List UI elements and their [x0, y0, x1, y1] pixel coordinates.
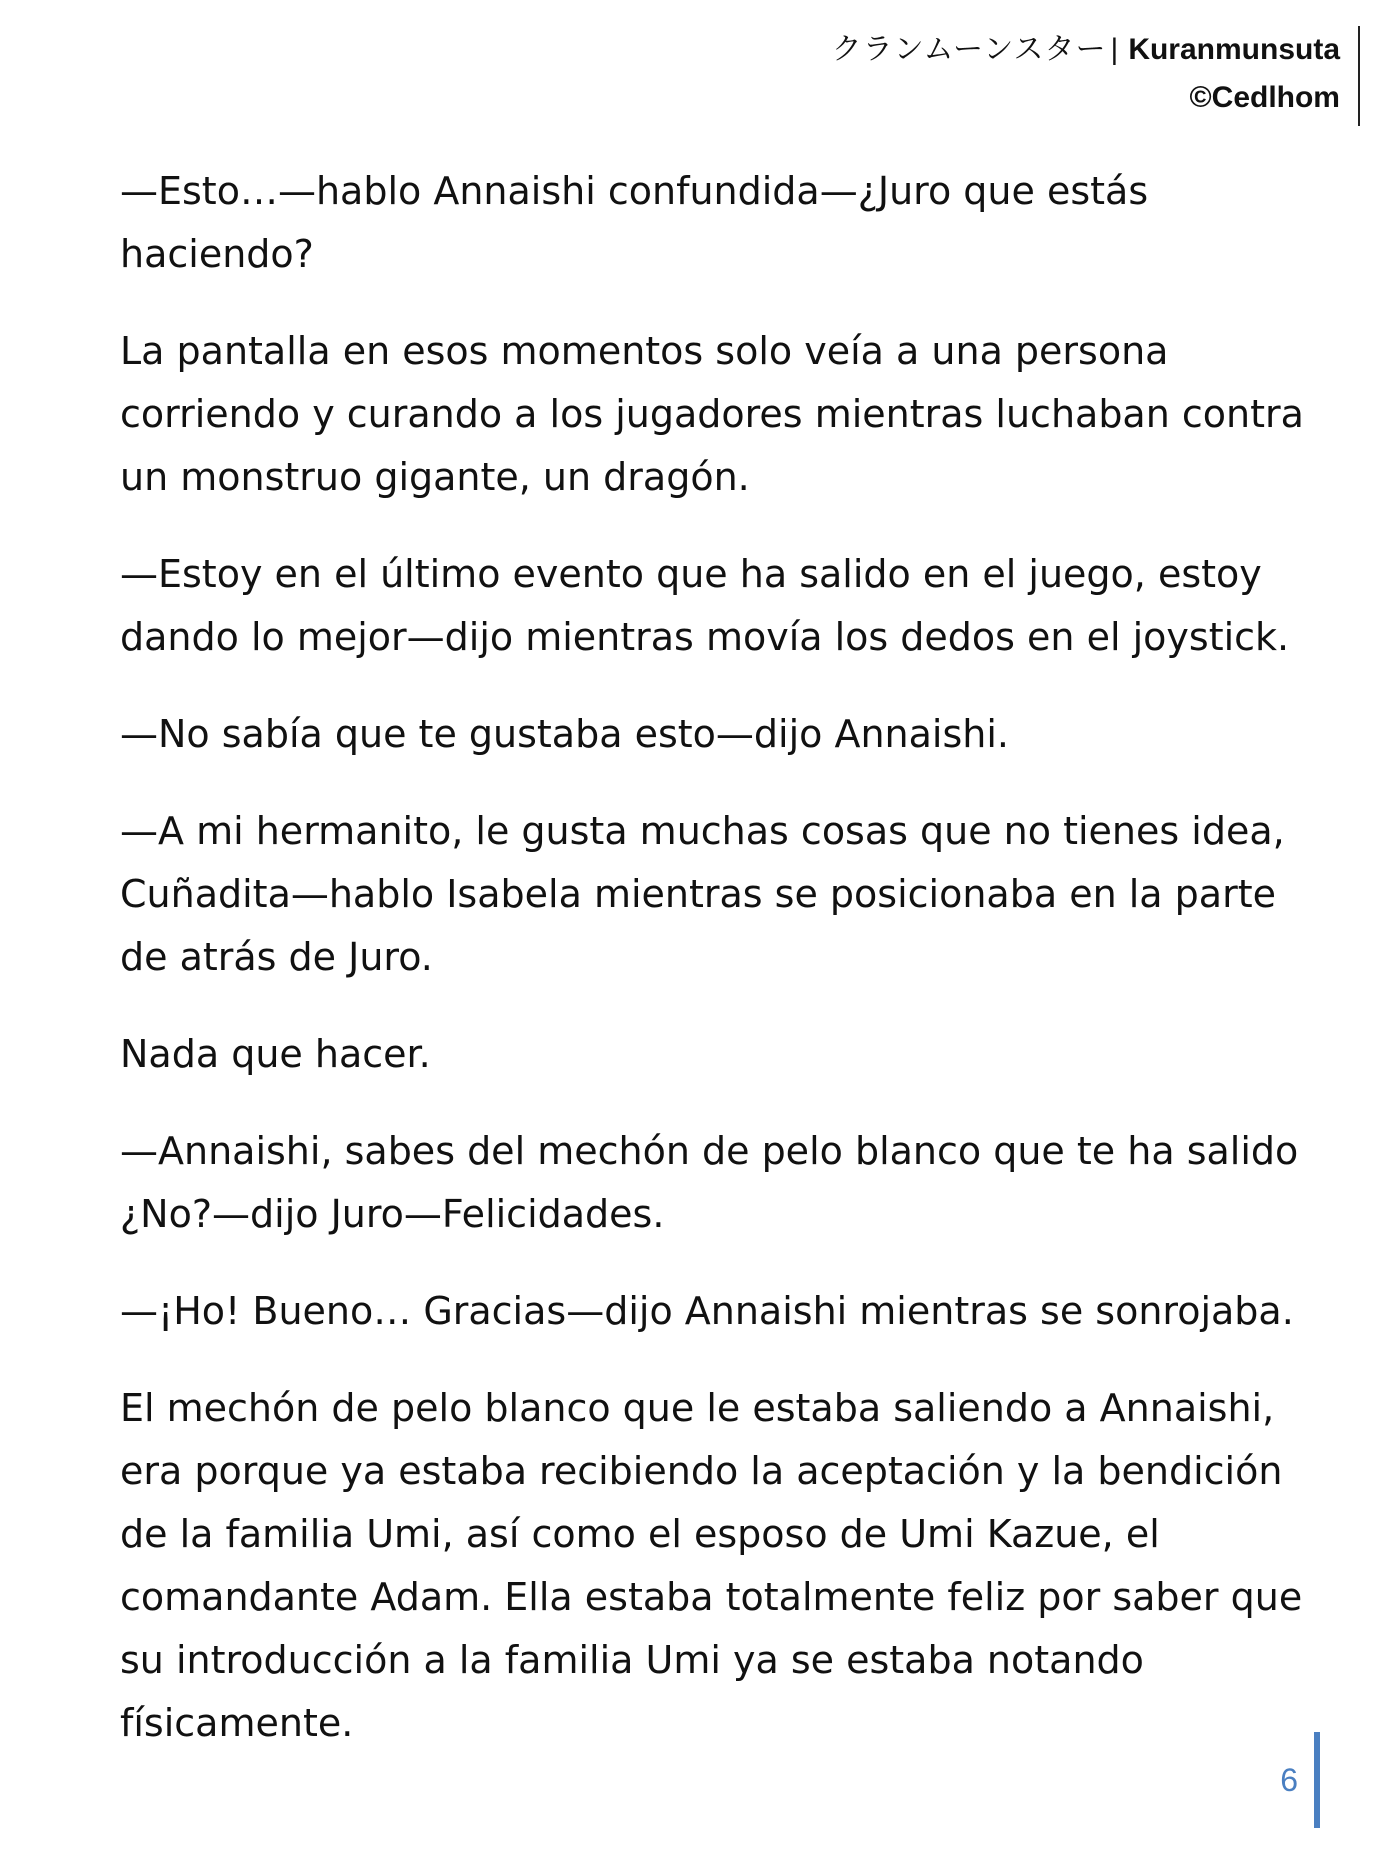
paragraph: —¡Ho! Bueno… Gracias—dijo Annaishi mientras se sonrojaba. — [120, 1289, 1294, 1333]
paragraph: —Estoy en el último evento que ha salido en el juego, estoy dando lo mejor—dijo mientras movía los dedos en el joystick. — [120, 552, 1290, 659]
header-title-line — [660, 26, 1340, 74]
paragraph: —Esto…—hablo Annaishi confundida—¿Juro que estás haciendo? — [120, 169, 1149, 276]
paragraph: —A mi hermanito, le gusta muchas cosas que no tienes idea, Cuñadita—hablo Isabela mientras se posicionaba en la parte de atrás de Juro. — [120, 809, 1285, 979]
paragraph: Nada que hacer. — [120, 1032, 431, 1076]
paragraph: La pantalla en esos momentos solo veía a una persona corriendo y curando a los jugadores mientras luchaban contra un monstruo gigante, un dragón. — [120, 329, 1304, 499]
header-copyright: ©Cedlhom — [1189, 81, 1340, 114]
paragraph: El mechón de pelo blanco que le estaba saliendo a Annaishi, era porque ya estaba recibiendo la aceptación y la bendición de la familia Umi, así como el esposo de Umi Kazue, el comandante Adam. Ella estaba totalmente feliz por saber que su introducción a la familia Umi ya se estaba notando físicamente. — [120, 1386, 1303, 1745]
page-number: 6 — [1280, 1761, 1298, 1798]
page-body — [120, 160, 1310, 1789]
page-header — [660, 26, 1360, 126]
paragraph: —Annaishi, sabes del mechón de pelo blanco que te ha salido ¿No?—dijo Juro—Felicidades. — [120, 1129, 1299, 1236]
header-romaji-title: Kuranmunsuta — [1128, 33, 1340, 66]
header-japanese-title: クランムーンスター — [831, 33, 1107, 66]
header-separator: | — [1110, 33, 1119, 66]
paragraph: —No sabía que te gustaba esto—dijo Annaishi. — [120, 712, 1009, 756]
page-footer — [1280, 1732, 1320, 1828]
